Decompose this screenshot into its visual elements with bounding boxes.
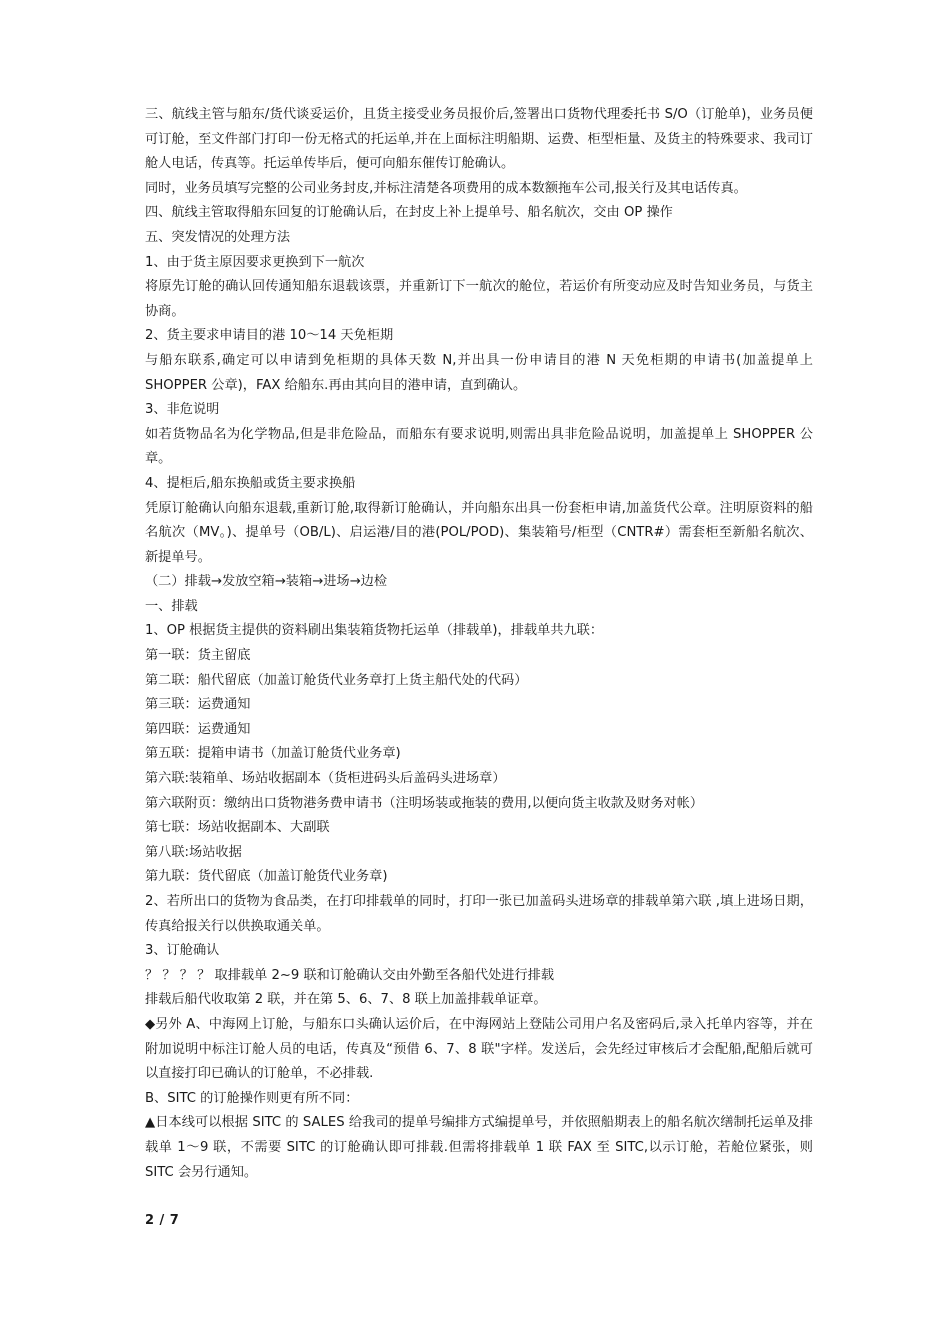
list-item: 第四联：运费通知 [145,721,251,737]
paragraph: ◆另外 A、中海网上订舱，与船东口头确认运价后，在中海网站上登陆公司用户名及密码后,录入托单内容等，并在附加说明中标注订舱人员的电话，传真及“预借 6、7、8 联"字样。发送后，会先经过审核后才会配船,配船后就可以直接打印已确认的订舱单，不必排载. [145,1016,813,1082]
list-item: 第三联：运费通知 [145,697,251,713]
paragraph: 2、若所出口的货物为食品类，在打印排载单的同时，打印一张已加盖码头进场章的排载单第六联 ,填上进场日期，传真给报关行以供换取通关单。 [145,894,813,934]
list-item: 第五联：提箱申请书（加盖订舱货代业务章) [145,746,401,762]
current-page-number: 2 [145,1213,155,1228]
list-item: 第六联:装箱单、场站收据副本（货柜进码头后盖码头进场章） [145,771,506,787]
page-separator: / [159,1213,165,1228]
paragraph: 如若货物品名为化学物品,但是非危险品，而船东有要求说明,则需出具非危险品说明，加盖提单上 SHOPPER 公章。 [145,426,813,467]
section-heading: （二）排载→发放空箱→装箱→进场→边检 [145,574,388,590]
paragraph: 凭原订舱确认向船东退载,重新订舱,取得新订舱确认，并向船东出具一份套柜申请,加盖货代公章。注明原资料的船名航次（MV。)、提单号（OB/L)、启运港/目的港(POL/POD)、集装箱号/柜型（CNTR#）需套柜至新船名航次、新提单号。 [145,500,813,565]
subsection-heading: 1、由于货主原因要求更换到下一航次 [145,254,365,270]
list-item: 第七联：场站收据副本、大副联 [145,820,330,836]
paragraph: 排载后船代收取第 2 联，并在第 5、6、7、8 联上加盖排载单证章。 [145,992,547,1008]
section-heading: 五、突发情况的处理方法 [145,229,291,245]
list-item: 第六联附页：缴纳出口货物港务费申请书（注明场装或拖装的费用,以便向货主收款及财务对帐） [145,795,704,811]
paragraph: 同时，业务员填写完整的公司业务封皮,并标注清楚各项费用的成本数额拖车公司,报关行及其电话传真。 [145,180,747,196]
paragraph: 与船东联系,确定可以申请到免柜期的具体天数 N,并出具一份申请目的港 N 天免柜期的申请书(加盖提单上 SHOPPER 公章)，FAX 给船东.再由其向目的港申请，直到确认。 [145,352,813,393]
subsection-heading: 3、非危说明 [145,402,220,418]
paragraph: 将原先订舱的确认回传通知船东退载该票，并重新订下一航次的舱位，若运价有所变动应及时告知业务员，与货主协商。 [145,279,813,319]
subsection-heading: 2、货主要求申请目的港 10～14 天免柜期 [145,328,394,344]
paragraph: ▲日本线可以根据 SITC 的 SALES 给我司的提单号编排方式编提单号，并依照船期表上的船名航次缮制托运单及排载单 1～9 联，不需要 SITC 的订舱确认即可排载.但需将排载单 1 联 FAX 至 SITC,以示订舱，若舱位紧张，则 SITC 会另行通知。 [145,1115,813,1180]
subsection-heading: 3、订舱确认 [145,943,220,959]
subsection-heading: 4、提柜后,船东换船或货主要求换船 [145,475,356,491]
paragraph: ？ ？ ？ ？ 取排载单 2~9 联和订舱确认交由外勤至各船代处进行排载 [145,967,555,983]
section-heading: 一、排载 [145,598,198,614]
list-item: 第二联：船代留底（加盖订舱货代业务章打上货主船代处的代码） [145,672,528,688]
total-pages-number: 7 [169,1213,180,1228]
list-item: 第八联:场站收据 [145,844,242,860]
document-body [145,103,813,1185]
paragraph: 三、航线主管与船东/货代谈妥运价，且货主接受业务员报价后,签署出口货物代理委托书 S/O（订舱单)，业务员便可订舱，至文件部门打印一份无格式的托运单,并在上面标注明船期、运费、柜型柜量、及货主的特殊要求、我司订舱人电话，传真等。托运单传毕后，便可向船东催传订舱确认。 [145,107,813,172]
paragraph: B、SITC 的订舱操作则更有所不同： [145,1090,359,1106]
paragraph: 四、航线主管取得船东回复的订舱确认后，在封皮上补上提单号、船名航次，交由 OP 操作 [145,205,673,221]
paragraph: 1、OP 根据货主提供的资料刷出集装箱货物托运单（排载单)，排载单共九联： [145,623,604,639]
page-number [145,1213,179,1228]
list-item: 第一联：货主留底 [145,648,251,664]
list-item: 第九联：货代留底（加盖订舱货代业务章) [145,869,388,885]
